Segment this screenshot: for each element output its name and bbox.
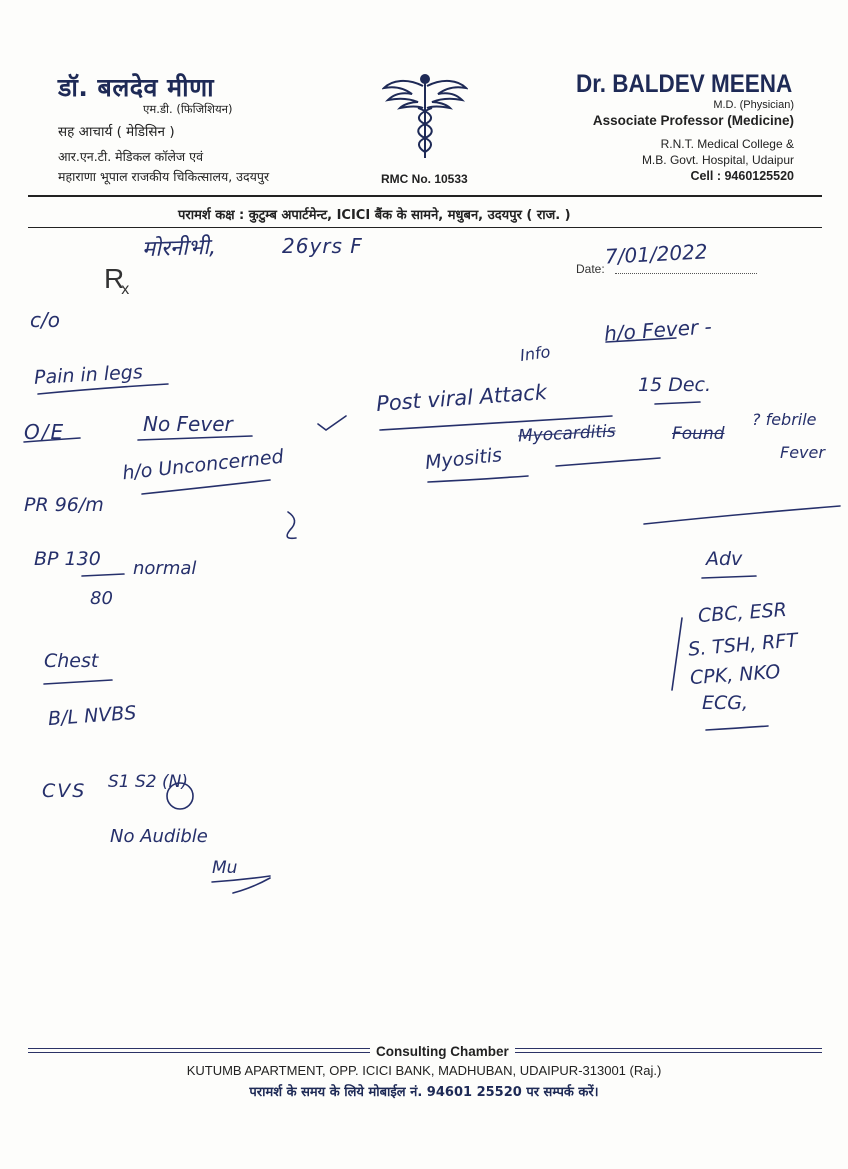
note-post-viral: Post viral Attack [375, 380, 548, 416]
note-found-struck: Found [672, 424, 725, 444]
note-bp-systolic: BP 130 [34, 548, 101, 570]
footer-contact-note: परामर्श के समय के लिये मोबाईल नं. 94601 25520 पर सम्पर्क करें। [249, 1085, 599, 1100]
note-pulse: PR 96/m [24, 494, 104, 516]
date-value: 7/01/2022 [604, 239, 709, 269]
note-bp-diastolic: 80 [90, 588, 113, 609]
note-myocarditis-struck: Myocarditis [517, 421, 617, 447]
designation-english: Associate Professor (Medicine) [592, 113, 794, 128]
note-no-murmur: No Audible [110, 826, 208, 847]
rx-symbol: $R_x$ [104, 263, 130, 298]
patient-name: मोरनीभी, [141, 234, 217, 263]
note-onset-date: 15 Dec. [638, 374, 712, 396]
rmc-number: RMC No. 10533 [381, 172, 468, 186]
college-hindi-line2: महाराणा भूपाल राजकीय चिकित्सालय, उदयपुर [58, 169, 270, 184]
note-advice-tsh: S. TSH, RFT [687, 629, 799, 661]
degree-english: M.D. (Physician) [713, 99, 794, 111]
note-advice-ecg: ECG, [702, 692, 749, 714]
note-history-fever: h/o Fever - [603, 314, 713, 346]
note-advice-cpk: CPK, NKO [689, 660, 782, 690]
college-english-line1: R.N.T. Medical College & [660, 137, 794, 151]
note-murmur-abbrev: Mu [212, 858, 238, 878]
cell-number: Cell : 9460125520 [690, 169, 794, 183]
doctor-name-english: Dr. BALDEV MEENA [575, 70, 792, 98]
consultation-address-hindi: परामर्श कक्ष : कुटुम्ब अपार्टमेन्ट, ICICI बैंक के सामने, मधुबन, उदयपुर ( राज. ) [178, 208, 571, 223]
note-heart-sounds: S1 S2 (N) [108, 772, 189, 792]
note-no-fever: No Fever [143, 412, 233, 436]
note-exam-heading: O/E [24, 420, 66, 444]
note-complaint: Pain in legs [33, 361, 144, 389]
note-myositis: Myositis [424, 444, 504, 474]
note-cvs-heading: CVS [42, 780, 87, 802]
date-label: Date: [576, 262, 605, 276]
doctor-name-hindi: डॉ. बलदेव मीणा [58, 73, 215, 102]
note-complaint-heading: c/o [30, 308, 60, 332]
note-febrile: ? febrile [752, 410, 817, 429]
designation-hindi: सह आचार्य ( मेडिसिन ) [58, 124, 175, 140]
note-chest-heading: Chest [44, 650, 99, 672]
note-advice-heading: Adv [706, 548, 743, 570]
note-info: Info [518, 341, 552, 366]
footer-address: KUTUMB APARTMENT, OPP. ICICI BANK, MADHUBAN, UDAIPUR-313001 (Raj.) [186, 1063, 662, 1078]
college-hindi-line1: आर.एन.टी. मेडिकल कॉलेज एवं [58, 149, 204, 164]
note-advice-cbc: CBC, ESR [697, 598, 788, 628]
note-bp-normal: normal [133, 558, 197, 579]
note-chest-finding: B/L NVBS [47, 701, 138, 731]
footer-title: Consulting Chamber [370, 1044, 515, 1059]
college-english-line2: M.B. Govt. Hospital, Udaipur [641, 153, 794, 167]
note-history: h/o Unconcerned [121, 445, 285, 485]
note-fever: Fever [780, 443, 825, 462]
patient-age-sex: 26yrs F [282, 234, 363, 258]
degree-hindi: एम.डी. (फिजिशियन) [143, 102, 233, 116]
